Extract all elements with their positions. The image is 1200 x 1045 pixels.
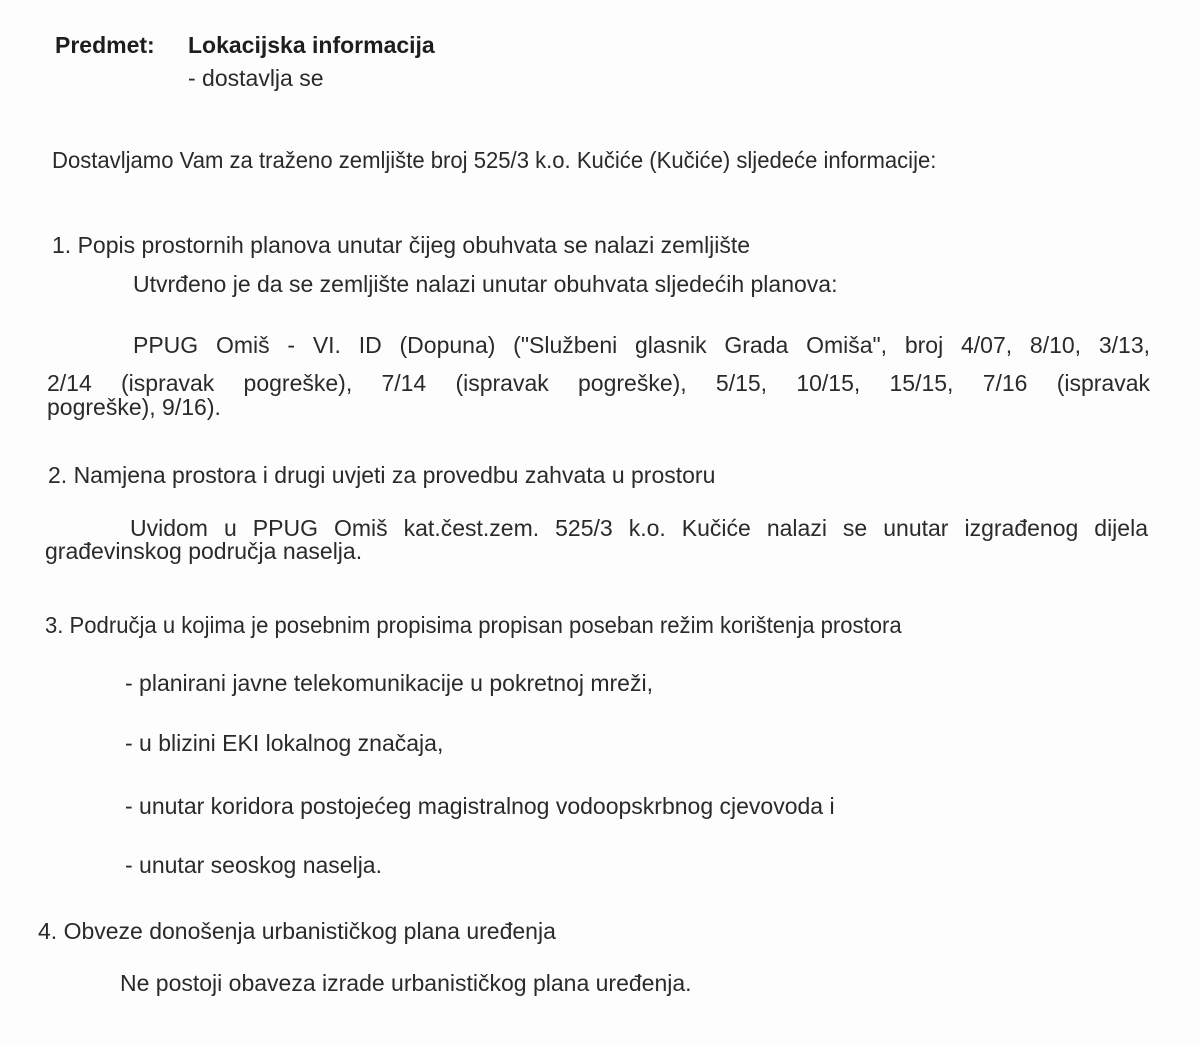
section-1-heading: 1. Popis prostornih planova unutar čijeg obuhvata se nalazi zemljište — [52, 232, 751, 258]
section-2-heading: 2. Namjena prostora i drugi uvjeti za provedbu zahvata u prostoru — [48, 462, 716, 488]
subject-label: Predmet: — [55, 32, 155, 58]
intro-text: Dostavljamo Vam za traženo zemljište broj 525/3 k.o. Kučiće (Kučiće) sljedeće informacije: — [52, 147, 937, 173]
section-4-heading: 4. Obveze donošenja urbanističkog plana uređenja — [38, 918, 556, 944]
section-1-line: PPUG Omiš - VI. ID (Dopuna) ("Službeni glasnik Grada Omiša", broj 4/07, 8/10, 3/13, — [133, 332, 1150, 358]
section-4-line: Ne postoji obaveza izrade urbanističkog plana uređenja. — [120, 970, 692, 996]
section-1-line: Utvrđeno je da se zemljište nalazi unutar obuhvata sljedećih planova: — [133, 271, 838, 297]
section-3-bullet: - planirani javne telekomunikacije u pokretnoj mreži, — [125, 670, 653, 696]
section-3-bullet: - u blizini EKI lokalnog značaja, — [125, 730, 444, 756]
section-3-bullet: - unutar koridora postojećeg magistralnog vodoopskrbnog cjevovoda i — [125, 793, 835, 819]
section-2-line: građevinskog područja naselja. — [45, 538, 363, 564]
section-2-line: Uvidom u PPUG Omiš kat.čest.zem. 525/3 k.o. Kučiće nalazi se unutar izgrađenog dijela — [130, 515, 1148, 541]
section-1-line: pogreške), 9/16). — [47, 394, 221, 420]
section-3-heading: 3. Područja u kojima je posebnim propisima propisan poseban režim korištenja prostora — [45, 612, 902, 638]
section-1-line: 2/14 (ispravak pogreške), 7/14 (ispravak pogreške), 5/15, 10/15, 15/15, 7/16 (ispravak — [47, 370, 1150, 396]
subject-subtitle: - dostavlja se — [188, 65, 324, 91]
subject-title: Lokacijska informacija — [188, 32, 435, 58]
section-3-bullet: - unutar seoskog naselja. — [125, 852, 382, 878]
